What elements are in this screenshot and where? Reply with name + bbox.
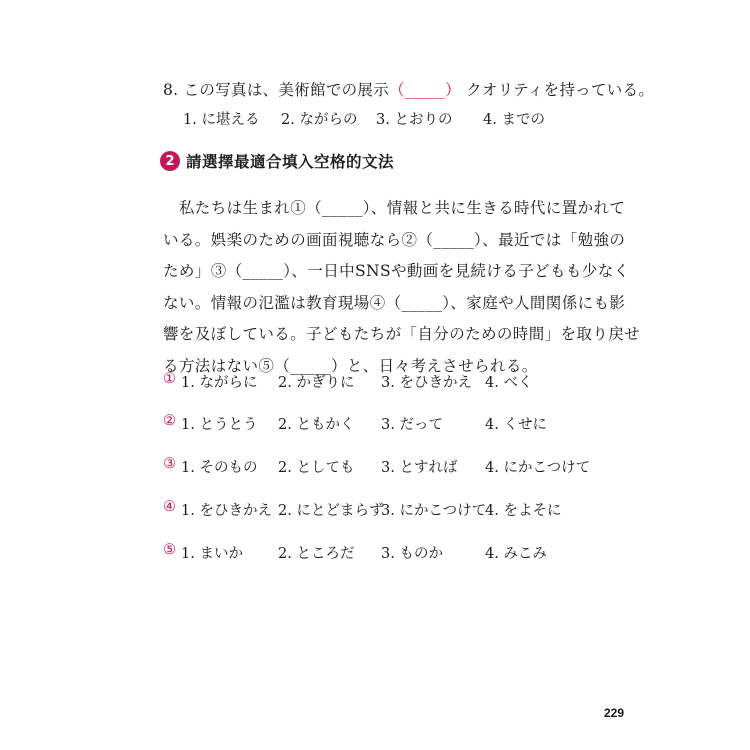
question-8-text-end: クオリティを持っている。	[460, 81, 655, 99]
option-4: 4. までの	[483, 112, 545, 128]
choice-option: 4. みこみ	[485, 546, 547, 562]
page-number: 229	[604, 706, 625, 720]
option-3: 3. とおりの	[376, 112, 453, 128]
choice-option: 3. だって	[381, 417, 443, 433]
choice-option: 1. とうとう	[181, 417, 258, 433]
passage-line: る方法はない⑤（_____）と、日々考えさせられる。	[163, 356, 538, 375]
choice-option: 3. とすれば	[381, 460, 458, 476]
choice-option: 1. ながらに	[181, 375, 258, 391]
choice-option: 4. くせに	[485, 417, 547, 433]
choice-option: 4. にかこつけて	[485, 460, 591, 476]
choice-marker: ③	[163, 456, 176, 472]
question-8-text: 8. この写真は、美術館での展示	[163, 81, 390, 99]
choice-option: 2. ところだ	[278, 546, 355, 562]
choice-option: 3. にかこつけて	[381, 503, 487, 519]
reading-passage	[163, 193, 641, 382]
passage-line: ない。情報の氾濫は教育現場④（_____）、家庭や人間関係にも影	[163, 293, 626, 312]
choice-option: 2. としても	[278, 460, 355, 476]
choice-option: 1. をひきかえ	[181, 503, 272, 519]
choice-option: 4. をよそに	[485, 503, 562, 519]
question-8	[163, 78, 654, 100]
section-number-badge: 2	[160, 151, 180, 171]
choice-option: 1. まいか	[181, 546, 243, 562]
passage-line: 響を及ぼしている。子どもたちが「自分のための時間」を取り戻せ	[163, 325, 641, 343]
choice-marker: ④	[163, 499, 176, 515]
choice-option: 1. そのもの	[181, 460, 258, 476]
passage-line: 私たちは生まれ①（_____）、情報と共に生きる時代に置かれて	[163, 199, 626, 217]
option-1: 1. に堪える	[183, 112, 260, 128]
choice-option: 3. をひきかえ	[381, 375, 472, 391]
choice-marker: ②	[163, 413, 176, 429]
passage-line: ため」③（_____）、一日中SNSや動画を見続ける子どもも少なく	[163, 262, 630, 280]
choice-option: 2. にとどまらず	[278, 503, 384, 519]
passage-line: いる。娯楽のための画面視聴なら②（_____）、最近では「勉強の	[163, 230, 626, 249]
option-2: 2. ながらの	[281, 112, 358, 128]
section-heading	[160, 150, 394, 172]
choice-marker: ⑤	[163, 542, 176, 558]
choice-marker: ①	[163, 371, 176, 387]
choice-option: 2. かぎりに	[278, 375, 355, 391]
choice-option: 2. ともかく	[278, 417, 355, 433]
choice-option: 4. べく	[485, 375, 533, 391]
question-8-blank: （_____）	[389, 81, 461, 99]
section-title: 請選擇最適合填入空格的文法	[186, 153, 395, 171]
choice-option: 3. ものか	[381, 546, 443, 562]
